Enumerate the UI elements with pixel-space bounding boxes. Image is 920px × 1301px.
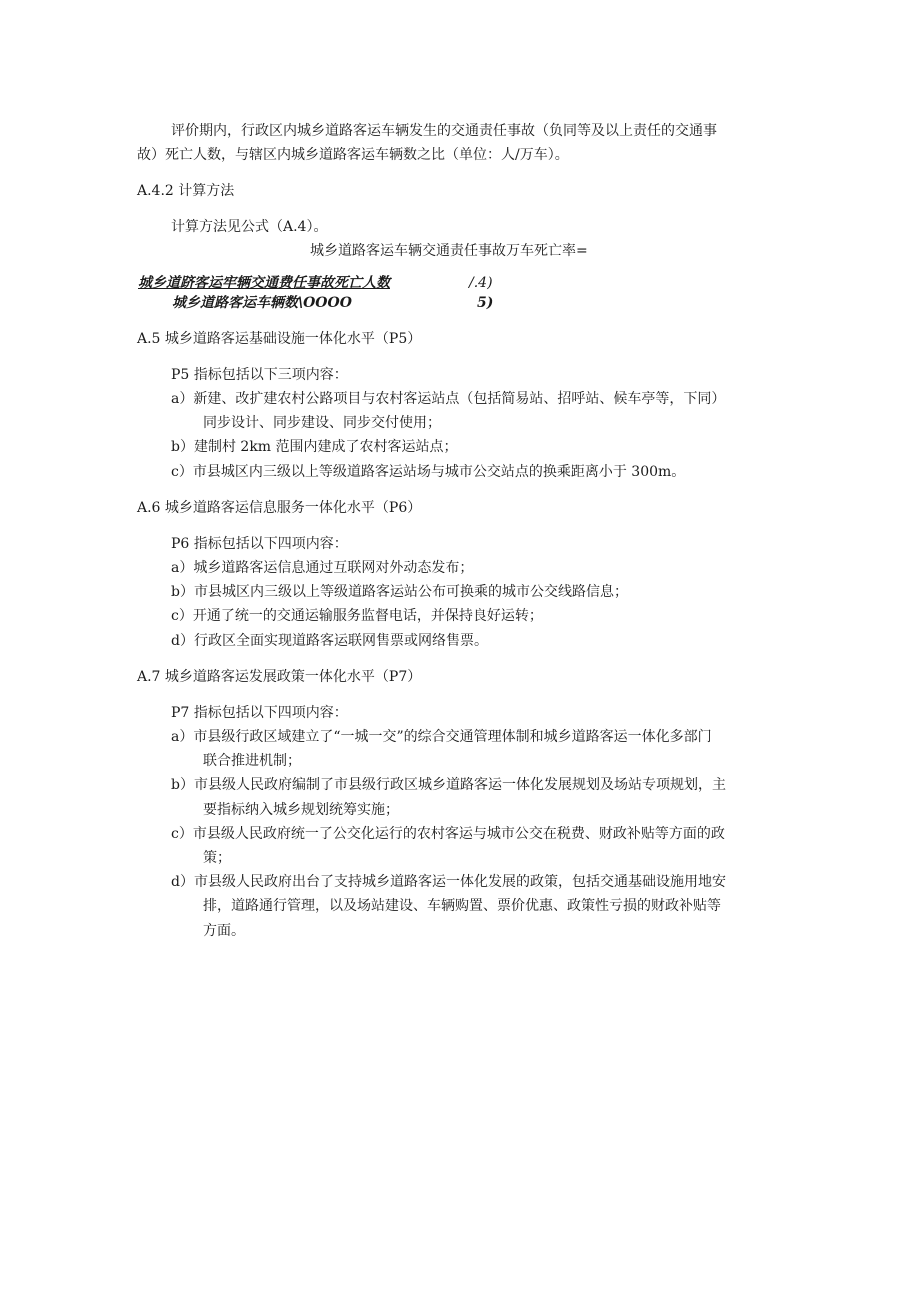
a7-item-d-line-3: 方面。 bbox=[203, 923, 245, 939]
section-heading-a7: A.7 城乡道路客运发展政策一体化水平（P7） bbox=[137, 669, 422, 685]
a6-item-b: b）市县城区内三级以上等级道路客运站公布可换乘的城市公交线路信息； bbox=[171, 584, 628, 600]
a7-item-b-line-1: b）市县级人民政府编制了市县级行政区城乡道路客运一体化发展规划及场站专项规划，主 bbox=[171, 777, 726, 793]
formula-numerator: 城乡道跻客运牢辆交通费任事故死亡人数 bbox=[138, 275, 390, 291]
a5-item-c: c）市县城区内三级以上等级道路客运站场与城市公交站点的换乘距离小于 300m。 bbox=[171, 464, 686, 480]
a7-item-a-line-2: 联合推进机制； bbox=[203, 753, 301, 769]
section-heading-a5: A.5 城乡道路客运基础设施一体化水平（P5） bbox=[137, 331, 422, 347]
a5-item-a-line-1: a）新建、改扩建农村公路项目与农村客运站点（包括简易站、招呼站、候车亭等，下同） bbox=[171, 391, 726, 407]
formula-eq-num-a: /.4) bbox=[469, 275, 493, 291]
intro-line-1: 评价期内，行政区内城乡道路客运车辆发生的交通责任事故（负同等及以上责任的交通事 bbox=[171, 123, 717, 139]
section-heading-a42: A.4.2 计算方法 bbox=[137, 183, 235, 199]
a5-item-b: b）建制村 2km 范围内建成了农村客运站点； bbox=[171, 439, 458, 455]
a7-item-d-line-2: 排，道路通行管理，以及场站建设、车辆购置、票价优惠、政策性亏损的财政补贴等 bbox=[203, 898, 721, 914]
a7-intro: P7 指标包括以下四项内容： bbox=[171, 705, 348, 721]
a7-item-b-line-2: 要指标纳入城乡规划统筹实施； bbox=[203, 802, 399, 818]
a5-item-a-line-2: 同步设计、同步建设、同步交付使用； bbox=[203, 415, 441, 431]
a6-intro: P6 指标包括以下四项内容： bbox=[171, 536, 348, 552]
a6-item-a: a）城乡道路客运信息通过互联网对外动态发布； bbox=[171, 560, 474, 576]
formula-denominator: 城乡道路客运车辆数\OOOO bbox=[172, 295, 352, 311]
a7-item-a-line-1: a）市县级行政区域建立了“一城一交”的综合交通管理体制和城乡道路客运一体化多部门 bbox=[171, 729, 712, 745]
a5-intro: P5 指标包括以下三项内容： bbox=[171, 367, 348, 383]
section-heading-a6: A.6 城乡道路客运信息服务一体化水平（P6） bbox=[137, 500, 422, 516]
a6-item-d: d）行政区全面实现道路客运联网售票或网络售票。 bbox=[171, 633, 488, 649]
a7-item-d-line-1: d）市县级人民政府出台了支持城乡道路客运一体化发展的政策，包括交通基础设施用地安 bbox=[171, 874, 726, 890]
a7-item-c-line-2: 策； bbox=[203, 850, 231, 866]
formula-eq-num-b: 5) bbox=[477, 295, 494, 311]
intro-line-2: 故）死亡人数，与辖区内城乡道路客运车辆数之比（单位：人/万车）。 bbox=[137, 147, 569, 163]
method-text: 计算方法见公式（A.4）。 bbox=[171, 219, 328, 235]
formula-title: 城乡道路客运车辆交通责任事故万车死亡率= bbox=[310, 243, 588, 259]
a6-item-c: c）开通了统一的交通运输服务监督电话，并保持良好运转； bbox=[171, 608, 543, 624]
a7-item-c-line-1: c）市县级人民政府统一了公交化运行的农村客运与城市公交在税费、财政补贴等方面的政 bbox=[171, 826, 725, 842]
